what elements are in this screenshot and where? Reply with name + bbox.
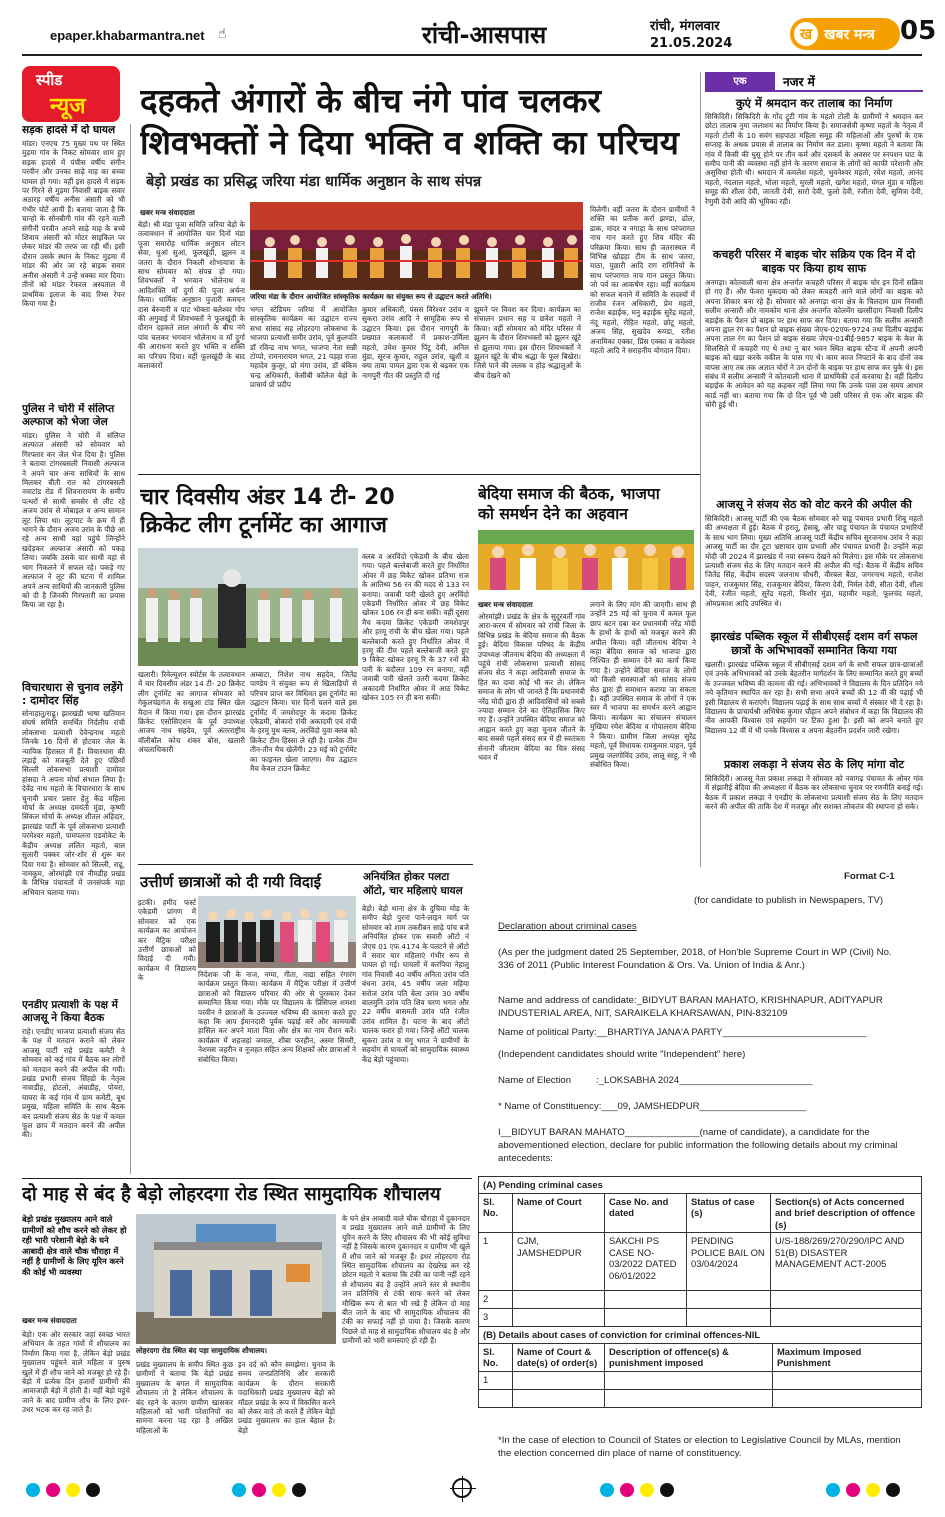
cricket-photo — [138, 548, 358, 666]
yellow-dot-icon — [640, 1483, 654, 1497]
cricket-team-photo — [138, 548, 358, 666]
lead-col-2: भगत स्टेडियम जरिया में आयोजित सांस्कृतिक कार्यक्रम का उद्घाटन राज्य सभा सांसद सह लोहरदगा लोकसभा के भाजपा प्रत्याशी समीर उरांव, पूर्व कुलपति डॉ रविन्द्र नाथ भगत, भाजपा नेता सन्नी टोप्पो, रामनारायण भगत, 21 पड़हा राजा महादेव कुजूर, प्रो मंगा उरांव, डॉ बंकिम चन्द्र अधिकारी, केसीबी कॉलेज बेड़ो के प्राचार्य प्रो प्रदीप — [250, 305, 357, 390]
farewell-photo — [198, 896, 356, 968]
lead-col-3: कुमार अधिकारी, पंसस विरेश्वर उरांव व सुकरा उरांव आदि ने सामूहिक रूप से उद्घाटन किया। इस दौरान नागपुरी के प्रख्यात कलाकारों में प्रकाश-उर्मिला महतो, उमेश कुमार पिंटू देवी, अनिल मुंडा, सूरज कुमार, राहुल उरांव, खुशी व क्या ताया पायल द्वारा एक से बढ़कर एक नागपुरी गीत की प्रस्तुति दी गई — [362, 305, 469, 380]
conviction-header-cell: Sl. No. — [479, 1343, 513, 1371]
cyan-dot-icon — [232, 1483, 246, 1497]
table-row — [479, 1371, 922, 1389]
farewell-col-1: इटकी। हमीद फर्स्ट एकेडमी प्रांगण में सोमवार को एक कार्यक्रम का आयोजन कर मैट्रिक परीक्षा उत्तीर्ण छात्राओं को विदाई दी गयी। कार्यक्रम में विद्यालय के — [138, 898, 196, 983]
cricket-headline-1: चार दिवसीय अंडर 14 टी- 20 — [140, 485, 395, 510]
cyan-dot-icon — [826, 1483, 840, 1497]
bedia-byline: खबर मन्त्र संवाददाता — [478, 600, 533, 609]
nazar-tag: एक — [705, 72, 775, 92]
lead-headline-2: शिवभक्तों ने दिया भक्ति व शक्ति का परिचय — [140, 123, 679, 162]
toilet-headline: दो माह से बंद है बेड़ो लोहरदगा रोड स्थित सामुदायिक शौचालय — [22, 1184, 441, 1205]
right-story-4: खलारी। झारखंड पब्लिक स्कूल में सीबीएसई दशम वर्ग के सभी सफल छात्र-छात्राओं एवं उनके अभिभावकों को उनके बेहतरीन मार्गदर्शन के लिए सम्मानित करते हुए बच्चों के उज्जवल भविष्य की कामना की गई। अभिभावकों ने विद्यालय के दिन प्रतिदिन नये नये कृतिमान स्थापित कर रहा है। सभी सभा अपने बच्चों की 12 वीं की पढ़ाई भी इसी विद्यालय से कराएंगे। विद्यालय पढ़ाई के साथ साथ बच्चों में संस्कार भी दे रहा है। विद्यालय के प्राचार्यश्री अभिषेक कुमार चौहान अपने संबोधन में कहा कि विद्यालय की नीव आपकी विश्वास एवं सहयोग पर टिका हुआ है। इसी को अपने बनाते हुए विद्यालय 12 वीं में भी पनके विश्वास व अपना बेहतरीन प्रदर्शन जारी रखेगा। — [705, 660, 923, 735]
right-headline-4: झारखंड पब्लिक स्कूल में सीबीएसई दशम वर्ग सफल छात्रों के अभिभावकों सम्मानित किया गया — [710, 630, 918, 657]
logo-text: खबर मन्त्र — [824, 26, 875, 43]
left-story-2: मांडर। पुलिस ने चोरी में संलिप्त अल्फाज अंसारी को सोमवार को गिरफ्तार कर जेल भेज दिया है। पुलिस ने बताया टांगरबसली निवासी अल्फाज ने अपने चार अन्य साथियों के साथ मिलकर बीती रात को टांगरबसली नवाटांड रोड में शिवनारायण के समीप पत्थरों से साथी समसेर से लीट रहे अजय उरांव से मोबाइल व अन्य सामान लूट लिया था। लूटपाट के क्रम में ही भागने के दौरान अजय उरांव के पीछे आ रहे अन्य साथी वहां पहुंचे जिन्होंने खदेड़कर अल्फाज अंसारी को पकड़ लिया। जबकि उसके चार साथी वहां से भाग निकलने में सफल रहे। पकड़े गए अल्फाज ने लूट की घटना में शामिल अपने अन्य साथियों की जानकारी पुलिस को दी है जिनकी गिरफ्तारी का प्रयास किया जा रहा है। — [22, 431, 125, 610]
badge-line-2: न्यूज — [50, 94, 86, 119]
right-column — [705, 96, 923, 866]
left-column — [22, 124, 125, 1214]
ek-nazar-strip — [705, 72, 923, 92]
newspaper-logo — [790, 18, 900, 50]
yellow-dot-icon — [66, 1483, 80, 1497]
toilet-deck: बेड़ो प्रखंड मुख्यालय आने वाले ग्रामीणों को शौच करने को लेकर हो रही भारी परेशानी बेड़ो के घने आबादी क्षेत्र वाले चौक चौराहा में नहीं है ग्रामीणों के लिए यूरिन करने की कोई भी व्यवस्था — [22, 1214, 127, 1277]
left-headline-4: एनडीए प्रत्याशी के पक्ष में आजसू ने किया बैठक — [22, 999, 118, 1024]
right-story-5: सिकिदिरी। आजसू नेता प्रकाश लकड़ा ने सोमवार को नवागढ़ पंचायत के ओवर गांव में संझारीई बेदिया की अध्यक्षता में बैठक कर लोकसभा चुनाव पर रणनीति बनाई गई। बैठक में प्रकाश लकड़ा ने एनडीए के लोकसभा प्रत्याशी संजय सेठ के लिए मतदान करने की अपील की ताकि देश में मजबूत और सशक्त लोकतंत्र की स्थापना हो सके। — [705, 774, 923, 812]
right-headline-3: आजसू ने संजय सेठ को वोट करने की अपील की — [716, 498, 912, 511]
form-footnote: *In the case of election to Council of States or election to Legislative Council by MLAs, mention the election concerned din place of name of constituency. — [498, 1435, 901, 1459]
page-header — [22, 14, 937, 56]
nazar-title: नजर में — [775, 72, 923, 92]
registration-crosshair-icon — [452, 1478, 472, 1498]
yellow-dot-icon — [272, 1483, 286, 1497]
table-cell: 3 — [479, 1309, 513, 1327]
students-photo — [198, 896, 356, 968]
table-row — [479, 1233, 922, 1291]
cyan-dot-icon — [600, 1483, 614, 1497]
lead-bottom-rule — [138, 474, 700, 475]
bedia-photo — [478, 530, 694, 590]
toilet-col-3: इन दर्द को कौन समझेगा। चुनाव के समय जनप्रतिनिधि और सरकारी कार्यक्रम के दौरान सरकारी पदाधिकारी प्रखंड मुख्यालय बेड़ो को मॉडल प्रखंड के रूप में विकसित करने को लेकर वादे तो करते हैं लेकिन बेड़ो प्रखंड मुख्यालय का हाल बेहाल है। बेड़ो — [238, 1360, 335, 1435]
toilet-col-4: के घने क्षेत्र आबादी वाले चौक चौराहा में दुकानदार व प्रखंड मुख्यालय आने वाले ग्रामीणों के लिए यूरिन करने के लिए शौचालय की भी कोई सुविधा नहीं है जिसके कारण दुकानदार व ग्रामीण भी खुले में शौच जाने को मजबूर हैं। इधर लोहरदगा रोड स्थित सामुदायिक शौचालय का देखरेख कर रहे छोटन महतो ने बताया कि टंकी का पानी नहीं रहने से शौचालय बंद है उन्होंने अपने स्तर से स्थानीय जन प्रतिनिधि से टंकी साफ करने को लेकर मौखिक रूप से बात भी रखे हैं लेकिन दो माह बीत जाने के बाद भी सामुदायिक शौचालय की टंकी का सफाई नहीं हो पाया है। जिसके कारण पिछले दो माह से सामुदायिक शौचालय बंद है और ग्रामीणों को भारी समस्याएं हो रही हैं। — [342, 1214, 470, 1346]
right-story-3: सिकिदिरी। आजसू पार्टी की एक बैठक सोमवार को चाडू पंचायत प्रभारी शिबू महतो की अध्यक्षता में हुई। बैठक में हरातू, हेसाबू, और चाडू पंचायत के पंचायत प्रभारियों के साथ भाग लिया। मुख्य अतिथि आजसू पार्टी केंद्रीय सचिव सुरजनाथ उरांव ने कहा आजसू पार्टी का दौर टूटा भ्रष्टाचार ग्राम प्रभारी और पंचायत प्रभारी है। उन्होंने कहा मोदी जी 2024 में झारखंड में नया स्वरूप देखने को मिलेगा। इस मौके पर लोकसभा प्रत्याशी संजय सेठ के लिए मतदान करने की अपील की गई। बैठक में केंद्रीय सचिव जितेंद्र सिंह, केंद्रीय सदस्य जलनाथ चौधरी, वीरबल बैठा, जगरनाथ महतो, राजेश पाहन, राजकुमार सिंह, राजकुमार बेदिया, किरण देवी, निर्मल देवी, सीता देवी, शीला देवी, रंजीत महतो, सुरेंद्र महतो, किशोर मुंडा, महावीर महतो, फूलचंद महतो, ओमप्रकाश आदि उपस्थित थे। — [705, 514, 923, 608]
pending-header-cell: Section(s) of Acts concerned and brief description of offence (s) — [771, 1193, 922, 1233]
speed-news-badge — [22, 66, 120, 122]
lead-col-1: बेड़ो। श्री मंडा पूजा समिति जरिया बेड़ो के तत्वावधान में आयोजित चार दिनों मंडा पूजा समारोह धार्मिक अनुष्ठान लोटन सेवा, धुआं सुआं, फूलखूंदी, झूलन व जतरा के दौरान निकली शोभायात्रा के साथ सोमवार को संपन्न हो गया। शिवभक्तों ने भगवान भोलेनाथ व आदिशक्ति माँ दुर्गा की पूजा अर्चना किया। धार्मिक अनुष्ठान पुजारी कमचन दास बेरुवारी व पाट भोक्ता बलेश्वर गोप की अगुवाई में शिवभक्तों ने फूलखूंदी के दौरान दहकते लाल अंगारों के बीच नंगे पांव चलकर भगवान भोलेनाथ व माँ दुर्गा की आराधना करते हुए भक्ति व शक्ति का परिचय दिया। वहीं फूलखूंदी के बाद कलाकारों — [138, 220, 245, 371]
magenta-dot-icon — [252, 1483, 266, 1497]
table-cell: U/S-188/269/270/290/IPC AND 51(B) DISASTER MANAGEMENT ACT-2005 — [771, 1233, 922, 1291]
date-box — [650, 18, 732, 52]
magenta-dot-icon — [846, 1483, 860, 1497]
print-registration-marks-right — [826, 1482, 906, 1501]
page-number: 05 — [900, 16, 937, 46]
conviction-header-cell: Maximum Imposed Punishment — [773, 1343, 922, 1371]
right-story-1: सिकिदिरी। सिकिदिरी के गोंद टुटी गांव के महतो टोली के ग्रामीणों ने श्रमदान कर छोटा तालाब नुमा जलाशय का निर्माण किया है। समाजसेवी कृष्णा महतो के नेतृत्व में महतो टोली के 10 सवंग सहपाठा महिला समूह की महिलाओं और पुरुषों के एक सप्ताह के अथक प्रयास से तालाब का निर्माण कर डाला। कृष्णा महतो ने बताया कि गांव में किसी की घुसू होने पर तीन कर्म और दसकर्म के अवसर पर स्नपशन घाट के समीप पानी की व्यवस्था नहीं होने के कारण समाज के लोगों को काफी परेशानी और असुविधा होती थी। श्रमदान में कमलेश महतो, भुवनेश्वर महतो, रमेश महतो, आनंद महतो, नंदलाल महतो, भोला महतो, मुरली महतो, खगेश महतो, मंगल मुंडा व महिला समूह की शीला देवी, जानती देवी, सारो देवी, फूलो देवी, रंजीता देवी, सुमित्रा देवी, रेणुमी देवी आदि की भूमिका रही। — [705, 112, 923, 206]
bedia-headline-2: को समर्थन देने का अहवान — [478, 505, 628, 523]
lead-col-4: झूमने पर विवश कर दिया। कार्यक्रम का संचालन प्रधान सह व छत्रेश महतो ने किया। वहीं सोमवार को मंदिर परिसर में झूलन के दौरान शिवभक्तों को झूलन खूंटे से झुलाया गया। इस दौरान शिवभक्तों ने झूलन खूंटे के बीच श्रद्धा के फूल बिखेरा। जिसे पाने की ललक व होड़ श्रद्धालुओं के बीच देखने को — [474, 305, 581, 380]
cricket-col-1: क्लब व अरविंदो एकेडमी के बीच खेला गया। पहले बल्लेबाजी करते हुए निर्धारित ओवर में छह विकेट खोकर प्रतिभा राज के आतिथ्य 56 रन की मदद से 133 रन बनाया। जवाबी पारी खेलते हुए अरविंदो एकेडमी निर्धारित ओवर में छह विकेट खोकर 106 रन ही बना सकी। वहीं दूसरा मैच कदमा क्रिकेट एकेडमी जमशेदपुर और हरमू रांची के बीच खेला गया। पहले बल्लेबाजी करते हुए निर्धारित ओवर में हरमू की टीम पहले बल्लेबाजी करते हुए 9 विकेट खोकर हरमू रि के 37 रनों की पारी के बदौलत 109 रन बनाया, वहीं जवाबी पारी खेलते उतरी कदमा क्रिकेट अकादमी निर्धारित ओवर में आठ विकेट खोकर 105 रन ही बना सकी। — [362, 552, 469, 703]
meeting-photo — [478, 530, 694, 590]
bedia-headline-1: बेदिया समाज की बैठक, भाजपा — [478, 485, 660, 503]
badge-line-1: स्पीड — [36, 71, 63, 89]
pending-title: (A) Pending criminal cases — [479, 1177, 922, 1194]
conviction-title: (B) Details about cases of conviction for criminal offences-NIL — [479, 1327, 922, 1344]
site-url[interactable]: epaper.khabarmantra.net — [50, 28, 205, 43]
lead-headline-1: दहकते अंगारों के बीच नंगे पांव चलकर — [140, 81, 601, 120]
form-constituency: * Name of Constituency:___09, JAMSHEDPUR____________________ — [498, 1101, 807, 1112]
left-story-1: मांडर। एनएच 75 मुख्य पथ पर स्थित मुड़मा गांव के निकट सोमवार शाम हुए सड़क हादसे में पंचीस वर्षीय संगीन परवीन और उनका साढ़े माह का बच्चा घायल हो गया। वहीं इस हादसे में सड़क पर गिरने से मुड़मा निवासी बाइक सवार अठारह वर्षीय अनीस अंसारी को भी गंभीर चोटें आयी हैं। बताया जाता है कि चान्हो के सोनबीगी गांव की रहने वाली संगीनी परवीन अपने साढ़े माह के बच्चे शिवाय अंसारी को मोटर साइकिल पर लेकर मांडर की तरफ जा रही थीं। इसी दौरान उसके स्थान के निकट मुड़मा में मांडर की ओर जा रहे बाइक सवार अनीस अंसारी ने उन्हें धक्का मार दिया। तीनों को मांडर रेफरल अस्पताल में प्राथमिक इलाज के बाद रिम्स रेफर किया गया है। — [22, 139, 125, 308]
bedia-col-1: ओरमांझी। प्रखंड के क्षेत्र के सुदूरवर्ती गांव आरा-करम में सोमवार को रांची जिला के विभिन्न प्रखंड के बेदिया समाज की बैठक हुई। बेदिया विकास परिषद के केंद्रीय उपाध्यक्ष जीतनाथ बेदिया की अध्यक्षता में पहुंचे रांची लोकसभा प्रत्याशी सांसद संजय सेठ ने कहा आदिवासी समाज के हित का दावा कोई भी कर ले। लेकिन समाज के लोग भी जानते हैं कि प्रधानमंत्री नरेंद्र मोदी द्वारा ही आदिवासियों को सबसे ज्यादा सम्मान देने का ऐतिहासिक किए गए हैं। उन्होंने उपस्थित बेदिया समाज को आह्वान करते हुए कहा चुनाव जीतने के बाद सबसे पहले संसद सत्र में ही स्वतंत्रता सेनानी जीतराम बेदिया का चित्र संसद भवन में — [478, 612, 585, 763]
print-registration-marks-mid-left — [232, 1482, 312, 1501]
lead-col-5: मिलेगी। वहीं जतरा के दौरान ग्रामीणों ने शक्ति का प्रतीक कर्रा झण्डा, ढोल, ढाक, मांदर व नगाड़ा के साथ परंपरागत नाच गान करते हुए शिव मंदिर की परिक्रमा किया। साथ ही जतरास्थल में विभिन्न खोड़हा टीम के साथ जतरा, माठा, पुछारी आदि राग रागिनियों के साथ परंपरागत नाच गान प्रस्तुत किया। जो पर्व का आकर्षण रहा। वहीं कार्यक्रम को सफल बनाने में समिति के सदस्यों में राजीव रंजन अधिकारी, प्रेम महतो, राजेश बड़ाईक, मनु बड़ाईक सुरेंद्र महतो, नंदू महतो, रोहित महतो, छोटू महतो, अजय सिंह, सुखदेव रूण्डा, रतीश अनामिका एक्का, प्रिंस एक्का व कमेश्वर महतो आदि ने सराहनीय योगदान दिया। — [590, 205, 695, 356]
pending-header-cell: Sl. No. — [479, 1193, 513, 1233]
black-dot-icon — [292, 1483, 306, 1497]
lead-photo — [250, 202, 583, 290]
form-intro: I__BIDYUT BARAN MAHATO______________(name of candidate), a candidate for the abovementioned election, declare for public information the following details about my criminal antecedents: — [498, 1127, 898, 1164]
table-cell: CJM, JAMSHEDPUR — [513, 1233, 605, 1291]
auto-col-1: बेड़ो। बेड़ो थाना क्षेत्र के दुचिया मोड़ के समीप बेड़ो पुरना पाने-लाइन मार्ग पर सोमवार को शाम तकरीबन साढ़े पांच बजे अनियंत्रित होकर एक सवारी ऑटो नं जेएच 01 एफ 4174 के पलटने से ऑटो में सवार चार महिलाएं गंभीर रूप से घायल हो गई। घायलों में करपिया नेहालु गांव निवासी 40 वर्षीय अनिता उरांव पति बंधना उरांव, 45 वर्षीय जला महिया सरोज उरांव पति बेला उरांव 30 वर्षीय बालमुनि उरांव पति शिव चरण भगत और 22 वर्षीय बासमती उरांव पति रंजीत उरांव शामिल है। घटना के बाद ऑटो चालक फरार हो गया। जिन्हें ऑटो चालक सुकरा उरांव व मंगु भगत ने ग्रामीणों के सहयोग से घायलों को सामुदायिक स्वास्थ्य केंद्र बेड़ो पहुंचाया। — [362, 904, 469, 1064]
left-headline-2: पुलिस ने चोरी में संलिप्त अल्फाज को भेजा जेल — [22, 403, 115, 428]
form-c1-advertisement — [476, 868, 926, 1478]
table-row — [479, 1309, 922, 1327]
form-election-label: Name of Election — [498, 1075, 572, 1086]
center-divider — [700, 72, 701, 867]
issue-date: 21.05.2024 — [650, 36, 733, 51]
form-election-value: :_LOKSABHA 2024_________________________ — [596, 1075, 813, 1086]
toilet-top-rule — [22, 1178, 472, 1179]
right-headline-1: कुएं में श्रमदान कर तालाब का निर्माण — [735, 96, 893, 110]
toilet-building-photo — [136, 1214, 336, 1344]
form-judgement: (As per the judgment dated 25 September, 2018, of Hon'ble Supreme Court in WP (Civil) No. 336 of 2011 (Public Interest Foundation & Ors. Va. Union of India & Anr.) — [498, 947, 892, 971]
cricket-headline-2: क्रिकेट लीग टूर्नामेंट का आगाज — [140, 513, 387, 538]
magenta-dot-icon — [620, 1483, 634, 1497]
right-headline-5: प्रकाश लकड़ा ने संजय सेठ के लिए मांगा वोट — [723, 758, 905, 771]
form-party: Name of political Party:__BHARTIYA JANA'A PARTY___________________________ — [498, 1027, 867, 1038]
pending-header-row — [479, 1193, 922, 1233]
conviction-table — [478, 1326, 922, 1408]
toilet-byline: खबर मन्त्र संवाददाता — [22, 1316, 77, 1325]
left-divider — [130, 124, 131, 1174]
conviction-header-row — [479, 1343, 922, 1371]
section-title: रांची-आसपास — [422, 21, 547, 49]
form-subtitle: (for candidate to publish in Newspapers, TV) — [694, 895, 884, 906]
city-day: रांची, मंगलवार — [650, 19, 720, 34]
left-headline-3: विचारधारा से चुनाव लड़ेंगे : दामोदर सिंह — [22, 681, 123, 707]
pending-header-cell: Case No. and dated — [605, 1193, 687, 1233]
auto-headline-1: अनियंत्रित होकर पलटा — [363, 871, 450, 883]
cricket-col-2: खलारी। रिवेल्यूशन स्पोर्टस के तत्वावधान में चार दिवसीय अंडर 14 टी- 20 क्रिकेट लीग टूर्नामेंट का आगाज सोमवार को गेकुलचंद्रगंज के सखुआ टांड स्थित खेल मैदान में किया गया। इस दौरान झारखंड क्रिकेट एसोसिएशन के पूर्व उपाध्यक्ष आजय नाथ सहदेव, पूर्व अंतरराष्ट्रीय वॉलीबॉल कोच शंकर बोस, खलारी अंचलाधिकारी — [138, 670, 245, 755]
toilet-photo — [136, 1214, 336, 1344]
cricket-bottom-rule — [138, 864, 473, 865]
auto-headline-2: ऑटो, चार महिलाएं घायल — [363, 885, 463, 897]
table-cell: 1 — [479, 1233, 513, 1291]
lead-byline: खबर मन्त्र संवाददाता — [140, 208, 195, 217]
black-dot-icon — [886, 1483, 900, 1497]
right-headline-2: कचहरी परिसर में बाइक चोर सक्रिय एक दिन में दो बाइक पर किया हाथ साफ — [712, 248, 916, 275]
form-title: Format C-1 — [844, 871, 895, 882]
print-registration-marks-left — [26, 1482, 106, 1501]
table-row — [479, 1389, 922, 1407]
farewell-headline: उत्तीर्ण छात्राओं को दी गयी विदाई — [140, 873, 322, 891]
pending-header-cell: Status of case (s) — [687, 1193, 771, 1233]
left-headline-1: सड़क हादसे में दो घायल — [22, 124, 116, 136]
black-dot-icon — [86, 1483, 100, 1497]
table-cell: SAKCHI PS CASE NO-03/2022 DATED 06/01/2022 — [605, 1233, 687, 1291]
pending-cases-table — [478, 1176, 922, 1327]
print-registration-marks-mid-right — [600, 1482, 680, 1501]
pending-header-cell: Name of Court — [513, 1193, 605, 1233]
toilet-photo-caption: लोहरदगा रोड स्थित बंद पड़ा सामुदायिक शौचालय। — [136, 1346, 267, 1355]
conviction-header-cell: Name of Court & date(s) of order(s) — [513, 1343, 605, 1371]
right-story-2: अनगड़ा। कोतवाली थाना क्षेत्र अन्तर्गत कचहरी परिसर में बाइक चोर इन दिनों सक्रिय हो गए हैं। और फेवरा मुकदमा को लेकर कचहरी आने वाले लोगों का बाइक को अपना शिकार बना रहे हैं। सोमवार को अनगड़ा थाना क्षेत्र के चिलदाम ग्राम निवासी सलीम अन्सारी और नामकोम थाना क्षेत्र अन्तर्गत कोलमेंग खरसीदाग निवासी दिलीप बड़ाईक के पैशन प्रो बाइक पर हाथ साफ कर दिया। बताया गया कि सलीम अन्सारी अपना ह्वाल रंग का पैशन प्रो बाइक संख्या जेएच-02एफ-9724 तथा दिलीप बड़ाईक अपना लाल रंग का पैशन प्रो बाइक संख्या जेएच-01बीई-9857 बाइक के केश के सिलसिले में कचहरी गए थे तथा नू बार भवन स्थित बाइक स्टैन्ड में अपनी अपनी बाइक को खड़ा करके वकील के पास गए थे। काम काज निपटाने के बाद दोनों जब वापस आए तब तक अज्ञात चोरों ने उन दोनों के बाइक पर हाथ साफ कर चुके थे। इस संबंध में सलीम अन्सारी ने कोतवाली थाना में प्राथमिकी दर्ज करवाया है। वहीं दिलीप बड़ाईक के आवेदन को यह कहकर नहीं लिया गया कि उनके पास उस समय आधार कार्ड नहीं था। बताया गया कि दो दिन पूर्व भी उसी परिसर से एक और बाइक की चोरी हुई थी। — [705, 278, 923, 410]
cursor-icon: ☝ — [218, 26, 227, 42]
magenta-dot-icon — [46, 1483, 60, 1497]
black-dot-icon — [660, 1483, 674, 1497]
left-story-4: राहे। एनडीए भाजपा प्रत्याशी संजय सेठ के पक्ष में मतदान कराने को लेकर आजसू पार्टी राहे प्रखंड कमेटी ने सोमवार को कई गांव में बैठक कर लोगों को मतदान करने की अपील की गयी। प्रखंड प्रभारी संजय सिंह्डो के नेतृत्व नावाडीह, होटलो, अंबाडीह, पोयरा, घाघरा के कई गांव में ग्राम कमेटी, बूथ प्रमुख, महिला समिति के साथ बैठक कर प्रत्याशी संजय सेठ के पक्ष में कमल फूल छाप में मतदान करने की अपील की। — [22, 1027, 125, 1140]
yellow-dot-icon — [866, 1483, 880, 1497]
lead-subhead: बेड़ो प्रखंड का प्रसिद्ध जरिया मंडा धार्मिक अनुष्ठान के साथ संपन्न — [146, 174, 482, 190]
ceremony-photo — [250, 202, 583, 290]
table-row — [479, 1291, 922, 1309]
toilet-col-2: प्रखंड मुख्यालय के समीप स्थित कुछ ग्रामीणों ने बताया कि बेड़ो प्रखंड मुख्यालय के बगल में सामुदायिक शौचालय तो है लेकिन शौचालय के बंद रहने के कारण ग्रामीण खासकर महिलाओं को भारी परेशानियों का सामना करना पड़ रहा है अखिल महिलाओं के — [136, 1360, 233, 1435]
bedia-col-2: लगाने के लिए मांग की जाएगी। साथ ही उन्होंने 25 मई को चुनाव में कमल फूल छाप बटन दबा कर प्रधानमंत्री नरेंद्र मोदी के हाथों के हाथों को मजबूत करने की अपील किया। वहीं जीतनाथ बेदिया ने कहा बेदिया समाज को भाजपा द्वारा निश्चित ही सम्मान देने का कार्य किया गया है। उन्होंने बेदिया समाज के लोगों को किसी समस्याओं को सांसद संजय सेठ द्वारा ही समाधान कराया जा सकता है। वहीं उपस्थित समाज के लोगों ने एक स्वर में भाजपा का समर्थन करने आह्वान किया। कार्यक्रम का संचालन संचालन मुखिया रमेश बेदिया व गोपालराम बेदिया ने किया। ग्रामीण जिला अध्यक्ष सुरेंद्र महतो, पूर्व विधायक रामकुमार पाहन, पूर्व प्रमुख जलगोविंद उरांव, लालू साहू, ने भी संबोधित किया। — [590, 600, 696, 769]
form-name-address: Name and address of candidate:_BIDYUT BARAN MAHATO, KRISHNAPUR, ADITYAPUR INDUSTERIAL AREA, NIT, SARAIKELA KHARSAWAN, PIN-832109 — [498, 995, 883, 1019]
cricket-col-3: अम्बाटा, निशेश नाथ सहदेव, जितेंद्र पाण्डेय ने संयुक्त रूप से खिलाड़ियों से परिचय प्राप्त कर विधिवत इस टूर्नामेंट का उद्घाटन किया। चार दिनों चलने वाले इस टूर्नामेंट में जमशेदपुर के कदमा क्रिकेट एकेडमी, बोकारो रांची अकादमी एवं रांची के हरमू युथ क्लब, अरविंदो युवा क्लब को क्रिकेट टीम हिस्सा ले रही है। प्रत्येक टीम तीन-तीन मैच खेलेंगी। 23 मई को टूर्नामेंट का फाइनल खेला जाएगा। मैच उद्घाटन मैच केवल टाउन क्रिकेट — [250, 670, 357, 774]
left-story-3: सोनाहातु/राढू। झारखंडी भाषा खतियान संघर्ष समिति समर्थित निर्दलीय रांची लोकसभा प्रत्याशी देवेन्द्रनाथ महतो जिनके 16 दिनों से होटवार जेल के न्यायिक हिरासत में हैं। विचारधारा की लड़ाई को मजबूती देते हुए पंछियों सिल्ली लोकसभा प्रत्याशी दामोदर हांसदा ने अपना मोर्चा संभाल लिया है। देवेंद्र नाथ महतो के विचारधारा के साथ चुनावी प्रचार प्रसार हेतु केंद्र महिला मोर्चा के अध्यक्ष दमयंती मुंडा, कृष्णी सिंकल मोर्चा के अध्यक्ष शीतल अहिदार, झारखंड पार्टी के पूर्व लोकसभा प्रत्याशी परमेश्वर महतो, पामपलना एडवोकेट के केंद्रीय अध्यक्ष ललित महतो, बाल सुलारी पक्कर जोर-शोर से शुरू कर दिया गया है। सोमवार को सिल्ली, राढू, नामकुम, ओरमांझी एवं नीमडीह प्रखंड के विभिन्न पंचायतों में जनसंपर्क महा अभियान चलाया गया। — [22, 709, 125, 897]
table-cell: 2 — [479, 1291, 513, 1309]
table-cell: PENDING POLICE BAIL ON 03/04/2024 — [687, 1233, 771, 1291]
toilet-col-1: बेड़ो। एक ओर सरकार जहां स्वच्छ भारत अभियान के तहत गांवों में शौचालय का निर्माण किया गया है, लेकिन बेड़ो प्रखंड मुख्यालय पहुंचने वाले महिला व पुरुष खुले में ही शौच जाने को मजबूर हो रहे हैं। बेड़ो में प्रत्येक दिन हजारों ग्रामीणों की आवाजाही बेड़ो में होती है। वहीं बेड़ो पहुंचे जाने के बाद ग्रामीण शौच के लिए इधर-उधर भटक कर रह जाते हैं। — [22, 1330, 130, 1415]
cyan-dot-icon — [26, 1483, 40, 1497]
form-independent: (Independent candidates should write "Independent" here) — [498, 1049, 746, 1060]
logo-mark-icon: ख — [794, 22, 818, 46]
form-declaration: Declaration about criminal cases — [498, 921, 637, 932]
table-cell: 1 — [479, 1371, 513, 1389]
lead-photo-caption: जरिया मंडा के दौरान आयोजित सांस्कृतिक कार्यक्रम का संयुक्त रूप से उद्घाटन करते अतिथि। — [250, 292, 492, 301]
farewell-col-2: निदेशक जी के नाज, नग्मा, गीता, नाद्या सहित रंगारंग कार्यक्रम प्रस्तुत किया। कार्यक्रम में मैट्रिक परीक्षा में उत्तीर्ण छात्राओं को विद्यालय परिवार की ओर से पुरस्कार देकर सम्मानित किया गया। मौके पर विद्यालय के प्रिंसिपल शमशा परवीन ने छात्राओं के उज्ज्वल भविष्य की कामना करते हुए कहा कि आप ईमानदारी पूर्वक पढ़ाई करें और कामयाबी हासिल कर अपने माता पिता और क्षेत्र का नाम रौशन करें। कार्यक्रम में शहजहां जमाल, शीबा फरहीन, अस्मा सिमरी, नेशमस जहरीन व नूजहत सहित अन्य शिक्षकों और छात्राओं ने संबोधित किया। — [198, 970, 356, 1064]
conviction-header-cell: Description of offence(s) & punishment imposed — [605, 1343, 773, 1371]
